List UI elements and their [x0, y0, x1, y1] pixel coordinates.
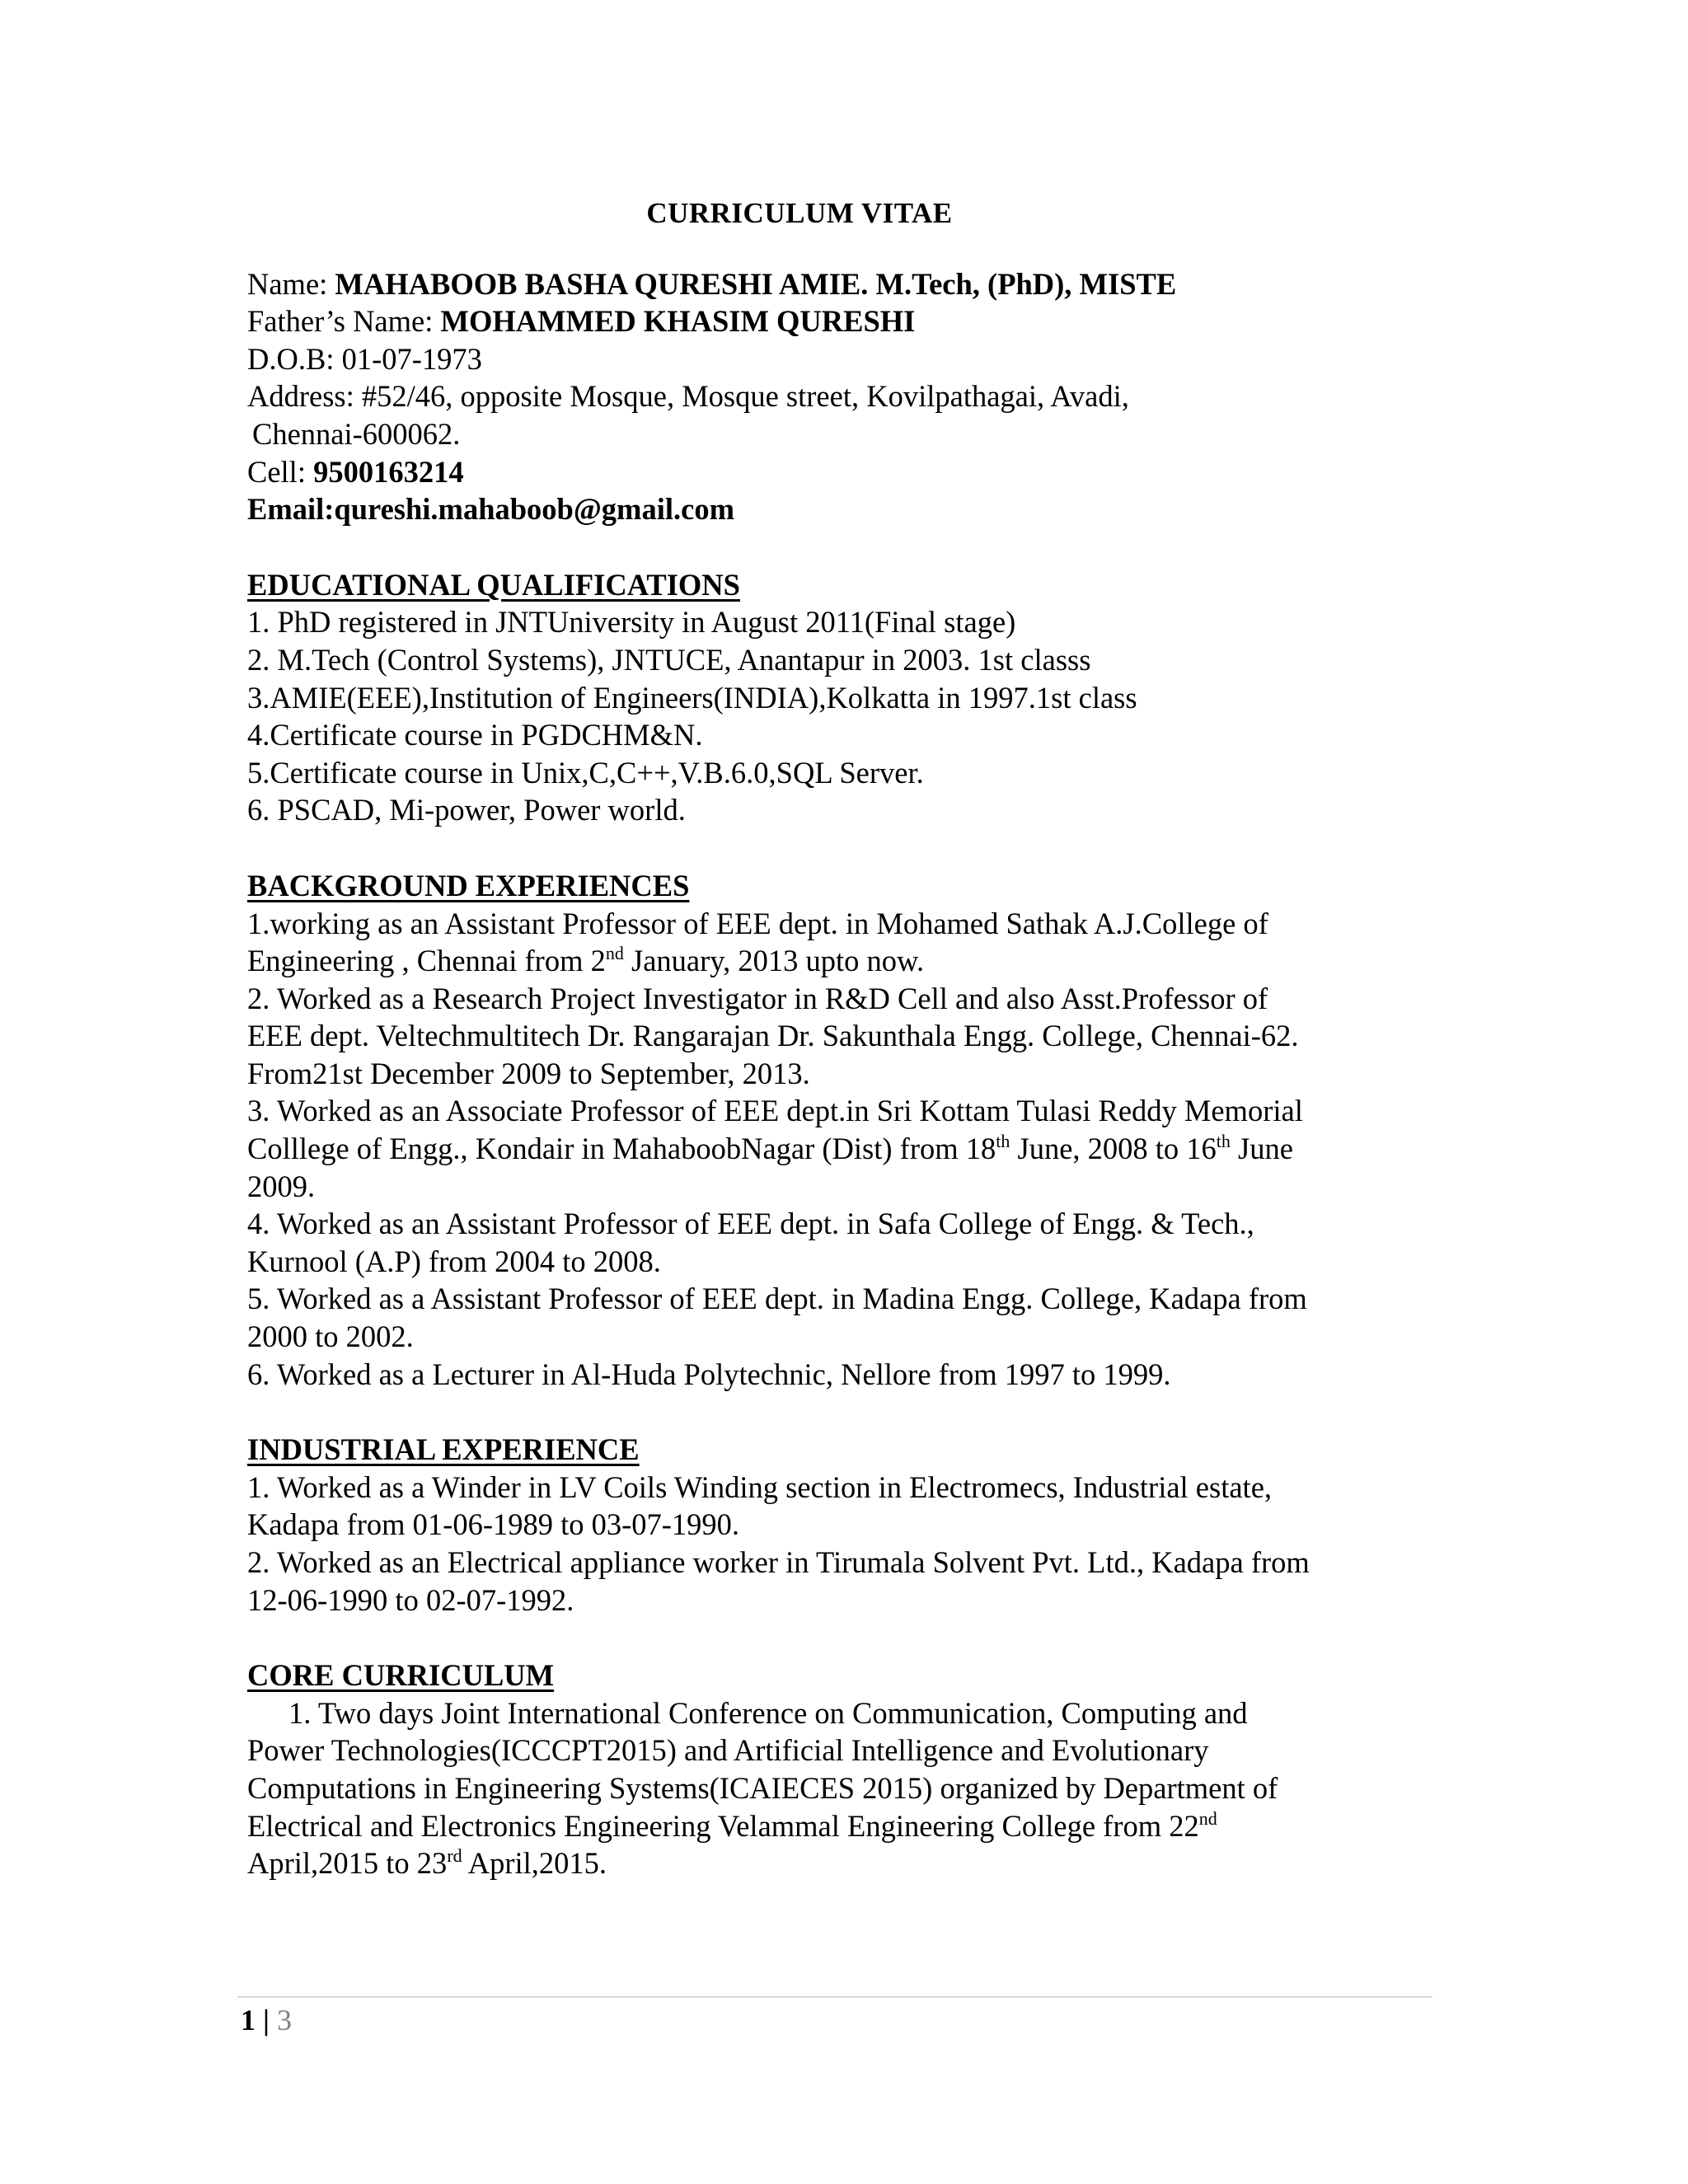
text-run: Electrical and Electronics Engineering Velammal Engineering College from 22	[247, 1808, 1199, 1843]
superscript: nd	[605, 943, 624, 964]
name-line	[247, 265, 1434, 303]
dob-line: D.O.B: 01-07-1973	[247, 341, 482, 376]
text-line: 1.working as an Assistant Professor of EEE dept. in Mohamed Sathak A.J.College of	[247, 906, 1268, 940]
email-line: Email:qureshi.mahaboob@gmail.com	[247, 492, 734, 527]
text-line: 4. Worked as an Assistant Professor of EEE dept. in Safa College of Engg. & Tech.,	[247, 1207, 1254, 1241]
cv-content	[247, 194, 1434, 1882]
father-name-line	[247, 302, 1434, 340]
text-run: January, 2013 upto now.	[623, 944, 925, 978]
section-gap	[247, 528, 1434, 566]
text-line: 2. Worked as an Electrical appliance worker in Tirumala Solvent Pvt. Ltd., Kadapa from	[247, 1545, 1310, 1579]
section-gap	[247, 1619, 1434, 1657]
background-item-6	[247, 1356, 1434, 1394]
text-run: April,2015.	[462, 1846, 607, 1881]
address-line-1: Address: #52/46, opposite Mosque, Mosque street, Kovilpathagai, Avadi,	[247, 379, 1129, 414]
superscript: th	[996, 1131, 1010, 1152]
text-line: Power Technologies(ICCCPT2015) and Artificial Intelligence and Evolutionary	[247, 1733, 1209, 1768]
background-item-4	[247, 1205, 1434, 1280]
text-line: 12-06-1990 to 02-07-1992.	[247, 1582, 574, 1617]
name-label: Name:	[247, 266, 335, 301]
text-line: 5. Worked as a Assistant Professor of EEE dept. in Madina Engg. College, Kadapa from	[247, 1282, 1307, 1316]
text-line: 2. Worked as a Research Project Investigator in R&D Cell and also Asst.Professor of	[247, 981, 1268, 1015]
cell-value: 9500163214	[313, 454, 464, 489]
text-line	[247, 1130, 1434, 1168]
text-line: EEE dept. Veltechmultitech Dr. Rangarajan Dr. Sakunthala Engg. College, Chennai-62.	[247, 1019, 1299, 1053]
superscript: th	[1216, 1131, 1231, 1152]
text-line: From21st December 2009 to September, 2013.	[247, 1056, 810, 1090]
core-curriculum-heading: CORE CURRICULUM	[247, 1658, 555, 1693]
text-run: Colllege of Engg., Kondair in MahaboobNagar (Dist) from 18	[247, 1132, 996, 1166]
document-title: CURRICULUM VITAE	[646, 197, 953, 229]
cell-line	[247, 453, 1434, 491]
superscript: rd	[447, 1845, 462, 1867]
industrial-item-1	[247, 1469, 1434, 1544]
text-line: 1. Two days Joint International Conference on Communication, Computing and	[288, 1695, 1248, 1730]
education-item: 3.AMIE(EEE),Institution of Engineers(INDIA),Kolkatta in 1997.1st class	[247, 680, 1137, 715]
page-separator: |	[256, 2004, 277, 2036]
industrial-heading: INDUSTRIAL EXPERIENCE	[247, 1432, 640, 1467]
text-line	[247, 1807, 1434, 1845]
text-line: 2009.	[247, 1169, 316, 1203]
text-line: Kurnool (A.P) from 2004 to 2008.	[247, 1244, 661, 1278]
education-item: 6. PSCAD, Mi-power, Power world.	[247, 793, 686, 827]
section-gap	[247, 829, 1434, 867]
text-line: Kadapa from 01-06-1989 to 03-07-1990.	[247, 1507, 740, 1542]
name-value: MAHABOOB BASHA QURESHI AMIE. M.Tech, (PhD), MISTE	[335, 266, 1177, 301]
cell-label: Cell:	[247, 454, 314, 489]
industrial-item-2	[247, 1544, 1434, 1619]
father-name-value: MOHAMMED KHASIM QURESHI	[440, 304, 916, 339]
superscript: nd	[1198, 1807, 1217, 1829]
text-run: April,2015 to 23	[247, 1846, 448, 1881]
text-line: Computations in Engineering Systems(ICAIECES 2015) organized by Department of	[247, 1770, 1278, 1805]
education-item: 1. PhD registered in JNTUniversity in August 2011(Final stage)	[247, 605, 1016, 640]
education-item: 2. M.Tech (Control Systems), JNTUCE, Anantapur in 2003. 1st classs	[247, 642, 1091, 677]
section-gap	[247, 1393, 1434, 1431]
page-footer	[241, 1999, 292, 2041]
text-line: 2000 to 2002.	[247, 1319, 414, 1354]
footer-divider	[237, 1996, 1432, 1998]
background-item-5	[247, 1280, 1434, 1355]
education-item: 4.Certificate course in PGDCHM&N.	[247, 718, 703, 752]
page-number: 1	[241, 2004, 256, 2036]
text-line: 1. Worked as a Winder in LV Coils Winding section in Electromecs, Industrial estate,	[247, 1469, 1273, 1504]
text-line: 6. Worked as a Lecturer in Al-Huda Polytechnic, Nellore from 1997 to 1999.	[247, 1357, 1171, 1391]
text-line: 3. Worked as an Associate Professor of EEE dept.in Sri Kottam Tulasi Reddy Memorial	[247, 1094, 1303, 1128]
text-line	[247, 942, 1434, 980]
background-item-3	[247, 1092, 1434, 1205]
text-run: Engineering , Chennai from 2	[247, 944, 606, 978]
education-item: 5.Certificate course in Unix,C,C++,V.B.6.0,SQL Server.	[247, 755, 924, 790]
background-item-2	[247, 980, 1434, 1093]
address-line-2: Chennai-600062.	[252, 416, 461, 451]
core-curriculum-item-1	[247, 1694, 1434, 1882]
text-line	[247, 1844, 1434, 1882]
background-heading: BACKGROUND EXPERIENCES	[247, 868, 690, 902]
background-item-1	[247, 905, 1434, 980]
total-pages: 3	[276, 2004, 292, 2036]
text-run: June, 2008 to 16	[1010, 1132, 1217, 1166]
education-heading: EDUCATIONAL QUALIFICATIONS	[247, 567, 740, 602]
text-run: June	[1230, 1132, 1293, 1166]
father-name-label: Father’s Name:	[247, 304, 441, 339]
